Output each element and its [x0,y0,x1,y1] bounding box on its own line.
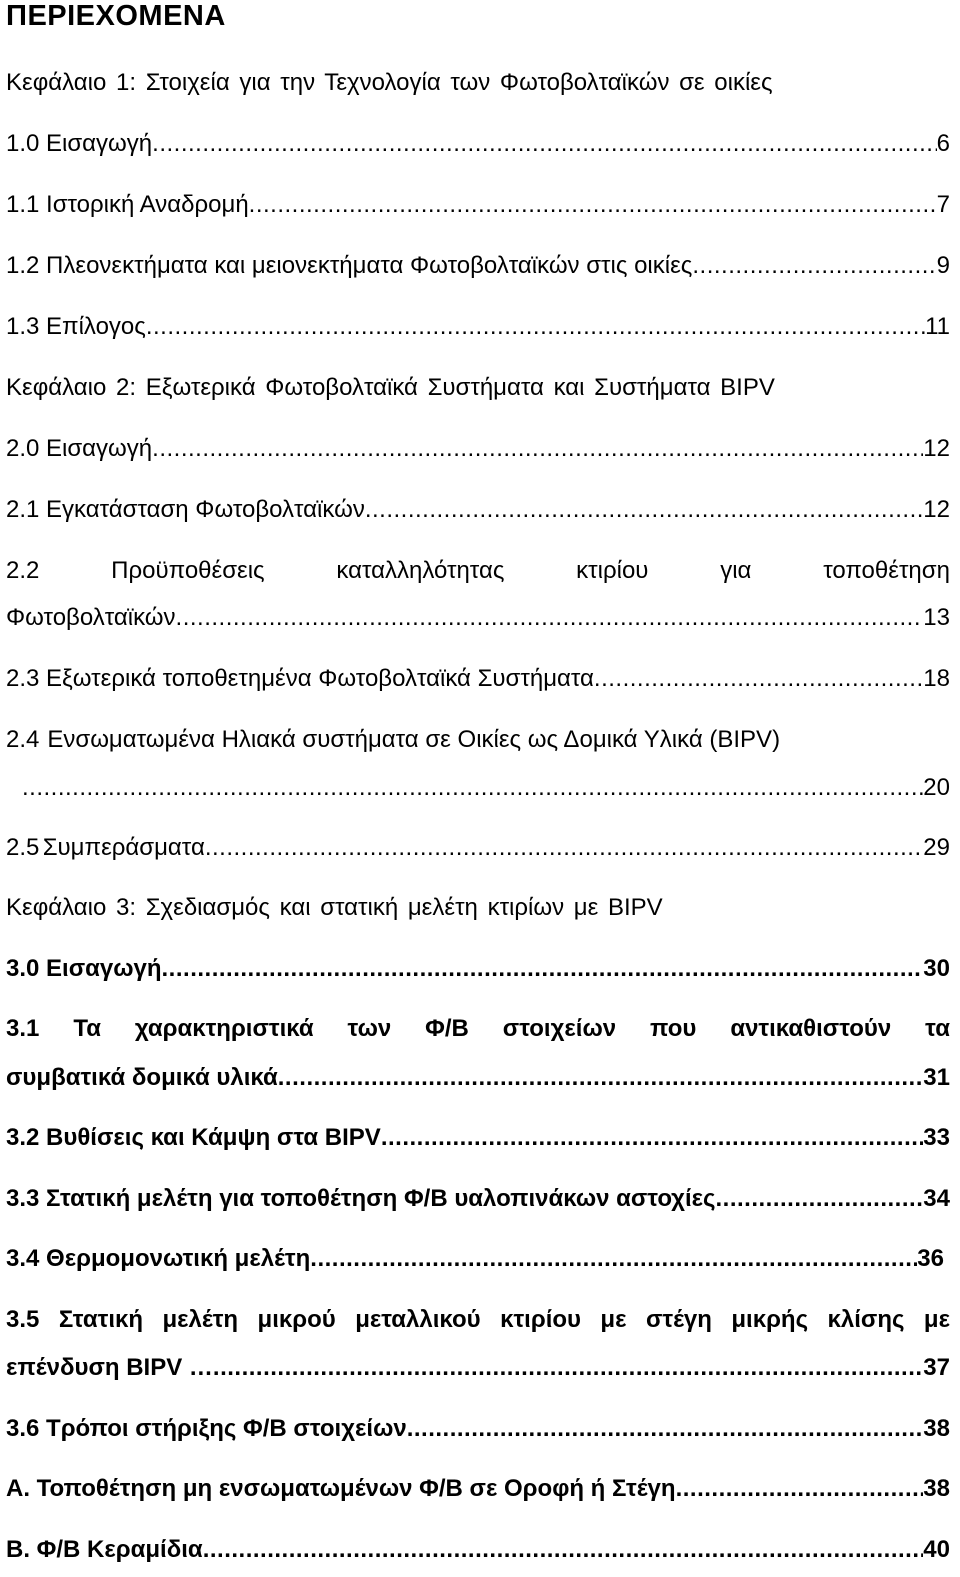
dot-leader [162,954,924,984]
dot-leader [203,1535,924,1565]
toc-entry-page: 36 [917,1245,944,1272]
dot-leader [146,312,925,342]
toc-entry-2-0[interactable] [6,434,950,464]
toc-entry-label: Β. Φ/Β Κεραμίδια [6,1536,203,1563]
toc-word: Στατική [58,1306,144,1333]
toc-entry-label: επένδυση BIPV … [6,1354,213,1381]
dot-leader [407,1414,924,1444]
toc-entry-2-4-continued[interactable] [6,773,950,803]
toc-entry-2-2-continued[interactable] [6,603,950,633]
dot-leader [249,190,937,220]
toc-word: στοιχείων [502,1015,617,1042]
toc-entry-label: 3.0 Εισαγωγή [6,955,162,982]
toc-entry-label: Φωτοβολταϊκών [6,604,176,631]
toc-entry-label: 2.3 Εξωτερικά τοποθετημένα Φωτοβολταϊκά Συστήματα [6,665,594,692]
toc-entry-label: 2.1 Εγκατάσταση Φωτοβολταϊκών [6,496,365,523]
toc-entry-label: 3.3 Στατική μελέτη για τοποθέτηση Φ/Β υαλοπινάκων αστοχίες [6,1185,716,1212]
toc-word: κτιρίου [500,1306,581,1333]
toc-entry-page: 34 [923,1185,950,1212]
toc-entry-label: 1.3 Επίλογος [6,313,146,340]
toc-word: 3.1 [6,1015,40,1042]
dot-leader [152,129,936,159]
toc-entry-1-3[interactable] [6,312,950,342]
toc-word: χαρακτηριστικά [134,1015,314,1042]
toc-entry-label: 2.0 Εισαγωγή [6,435,153,462]
toc-entry-page: 18 [923,665,950,692]
toc-word: με [600,1306,627,1333]
dot-leader [213,1353,923,1383]
dot-leader [205,833,923,863]
toc-entry-3-3[interactable] [6,1184,950,1214]
toc-entry-number: 2.5 [6,834,40,861]
toc-entry-page: 11 [925,313,950,340]
toc-entry-b[interactable] [6,1535,950,1565]
toc-entry-label: 3.4 Θερμομονωτική μελέτη [6,1245,311,1272]
toc-word: 3.5 [6,1306,40,1333]
toc-word: αντικαθιστούν [730,1015,892,1042]
toc-entry-page: 20 [923,774,950,801]
toc-entry-label: 3.2 Βυθίσεις και Κάμψη στα BIPV [6,1124,381,1151]
toc-entry-2-4[interactable] [6,725,950,755]
toc-entry-label: συμβατικά δομικά υλικά [6,1064,278,1091]
toc-word: Τα [73,1015,101,1042]
toc-word: Προϋποθέσεις [111,557,265,584]
toc-word: καταλληλότητας [336,557,505,584]
toc-entry-3-0[interactable] [6,954,950,984]
dot-leader [365,495,923,525]
dot-leader [594,664,923,694]
chapter-3-heading: Κεφάλαιο 3: Σχεδιασμός και στατική μελέτη κτιρίων με BIPV [6,894,663,921]
toc-word: μεταλλικού [355,1306,481,1333]
toc-word: κτιρίου [576,557,649,584]
toc-word: για [720,557,752,584]
toc-entry-page: 29 [923,834,950,861]
toc-word: που [650,1015,697,1042]
toc-entry-2-5[interactable] [6,833,950,863]
toc-entry-3-4[interactable] [6,1244,944,1274]
toc-entry-label: 1.1 Ιστορική Αναδρομή [6,191,249,218]
toc-entry-label: Ενσωματωμένα Ηλιακά συστήματα σε Οικίες ως Δομικά Υλικά (BIPV) [47,726,781,753]
toc-entry-page: 38 [923,1475,950,1502]
toc-word: τα [925,1015,950,1042]
dot-leader [715,1184,923,1214]
toc-word: στέγη [645,1306,712,1333]
toc-entry-page: 7 [936,191,950,218]
toc-entry-page: 40 [923,1536,950,1563]
toc-entry-page: 38 [923,1415,950,1442]
toc-word: των [347,1015,392,1042]
toc-entry-1-1[interactable] [6,190,950,220]
toc-entry-1-2[interactable] [6,251,950,281]
toc-entry-2-1[interactable] [6,495,950,525]
toc-entry-page: 33 [923,1124,950,1151]
dot-leader [176,603,924,633]
toc-entry-page: 12 [923,496,950,523]
toc-entry-1-0[interactable] [6,129,950,159]
toc-word: 2.2 [6,557,40,584]
toc-entry-2-2[interactable] [6,556,950,586]
dot-leader [676,1474,924,1504]
toc-entry-page: 9 [936,252,950,279]
toc-entry-label: Συμπεράσματα [42,834,205,861]
toc-entry-page: 13 [923,604,950,631]
toc-word: τοποθέτηση [823,557,950,584]
toc-word: μικρού [257,1306,336,1333]
dot-leader [6,773,923,803]
toc-word: μικρής [731,1306,809,1333]
toc-title: ΠΕΡΙΕΧΟΜΕΝΑ [6,0,226,32]
dot-leader [310,1244,917,1274]
toc-entry-page: 31 [923,1064,950,1091]
toc-entry-label: 3.6 Τρόποι στήριξης Φ/Β στοιχείων [6,1415,407,1442]
toc-entry-number: 2.4 [6,726,40,753]
chapter-2-heading: Κεφάλαιο 2: Εξωτερικά Φωτοβολταϊκά Συστήματα και Συστήματα BIPV [6,374,775,401]
toc-entry-3-2[interactable] [6,1123,950,1153]
toc-entry-3-5-continued[interactable] [6,1353,950,1383]
toc-entry-3-6[interactable] [6,1414,950,1444]
toc-word: μελέτη [162,1306,239,1333]
toc-word: Φ/Β [425,1015,469,1042]
toc-entry-3-1-continued[interactable] [6,1063,950,1093]
dot-leader [381,1123,923,1153]
toc-word: με [923,1306,950,1333]
dot-leader [152,434,923,464]
toc-word: κλίσης [827,1306,905,1333]
toc-entry-page: 6 [936,130,950,157]
toc-entry-a[interactable] [6,1474,950,1504]
toc-entry-page: 37 [923,1354,950,1381]
toc-entry-label: Α. Τοποθέτηση μη ενσωματωμένων Φ/Β σε Οροφή ή Στέγη [6,1475,676,1502]
toc-entry-3-5[interactable] [6,1305,950,1335]
chapter-1-heading: Κεφάλαιο 1: Στοιχεία για την Τεχνολογία των Φωτοβολταϊκών σε οικίες [6,69,773,96]
toc-entry-3-1[interactable] [6,1014,950,1044]
toc-entry-2-3[interactable] [6,664,950,694]
toc-entry-label: 1.0 Εισαγωγή [6,130,153,157]
toc-entry-page: 12 [923,435,950,462]
dot-leader [692,251,936,281]
toc-entry-page: 30 [923,955,950,982]
dot-leader [278,1063,924,1093]
toc-entry-label: 1.2 Πλεονεκτήματα και μειονεκτήματα Φωτοβολταϊκών στις οικίες [6,252,693,279]
